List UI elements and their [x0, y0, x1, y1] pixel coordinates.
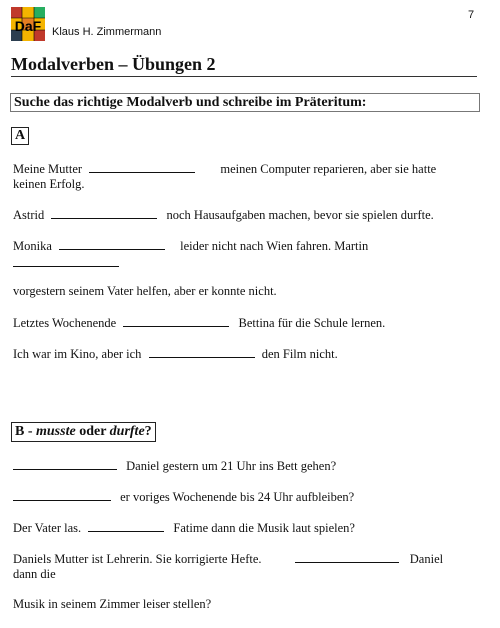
section-b-label	[11, 422, 156, 442]
a3-suffix: leider nicht nach Wien fahren. Martin	[180, 239, 369, 253]
answer-blank-b3[interactable]	[88, 520, 164, 532]
exercise-a4	[13, 315, 385, 331]
answer-blank-b1[interactable]	[13, 458, 117, 470]
b4-suffix: Daniel	[409, 552, 444, 566]
section-b-mid: oder	[75, 424, 110, 439]
page-number: 7	[468, 9, 475, 21]
instruction-text: Suche das richtige Modalverb und schreibe im Präteritum:	[14, 95, 367, 110]
a5-prefix: Ich war im Kino, aber ich	[13, 347, 142, 361]
exercise-a5	[13, 346, 338, 362]
b4-prefix: Daniels Mutter ist Lehrerin. Sie korrigierte Hefte.	[13, 552, 262, 566]
section-b-suffix: ?	[144, 424, 152, 439]
b1-suffix: Daniel gestern um 21 Uhr ins Bett gehen?	[126, 459, 337, 473]
section-b-word-durfte: durfte	[109, 424, 145, 439]
answer-blank-a5[interactable]	[149, 346, 255, 358]
answer-blank-a2[interactable]	[51, 207, 157, 219]
a1-prefix: Meine Mutter	[13, 162, 83, 176]
a5-suffix: den Film nicht.	[261, 347, 338, 361]
exercise-b4	[13, 551, 443, 567]
page-title: Modalverben – Übungen 2	[11, 54, 216, 74]
answer-blank-a3b[interactable]	[13, 255, 119, 267]
a3-prefix: Monika	[13, 239, 52, 253]
section-a-label	[11, 127, 29, 145]
exercise-b3	[13, 520, 355, 536]
daf-logo	[11, 7, 45, 41]
b2-suffix: er voriges Wochenende bis 24 Uhr aufbleiben?	[120, 490, 355, 504]
b3-prefix: Der Vater las.	[13, 521, 82, 535]
instruction-box	[10, 93, 480, 112]
answer-blank-b4[interactable]	[295, 551, 399, 563]
author-name: Klaus H. Zimmermann	[52, 26, 162, 38]
title-rule	[11, 76, 477, 77]
exercise-a1-continued: keinen Erfolg.	[13, 177, 85, 191]
answer-blank-a3[interactable]	[59, 238, 165, 250]
a1-suffix: meinen Computer reparieren, aber sie hatte	[220, 162, 437, 176]
exercise-a1	[13, 161, 436, 177]
exercise-a3	[13, 238, 368, 254]
logo-text: DaF	[14, 18, 42, 34]
exercise-b5: Musik in seinem Zimmer leiser stellen?	[13, 597, 212, 611]
a2-suffix: noch Hausaufgaben machen, bevor sie spielen durfte.	[166, 208, 434, 222]
a2-prefix: Astrid	[13, 208, 45, 222]
answer-blank-a1[interactable]	[89, 161, 195, 173]
answer-blank-b2[interactable]	[13, 489, 111, 501]
section-b-word-musste: musste	[36, 424, 76, 439]
exercise-a3-blank-line	[13, 255, 119, 271]
exercise-a2	[13, 207, 434, 223]
exercise-b2	[13, 489, 354, 505]
b3-suffix: Fatime dann die Musik laut spielen?	[173, 521, 355, 535]
exercise-a3-continued: vorgestern seinem Vater helfen, aber er konnte nicht.	[13, 284, 277, 298]
answer-blank-a4[interactable]	[123, 315, 229, 327]
section-a-label-text: A	[15, 128, 26, 143]
section-b-prefix: B -	[15, 424, 36, 439]
exercise-b1	[13, 458, 336, 474]
exercise-b4-continued: dann die	[13, 567, 56, 581]
a4-suffix: Bettina für die Schule lernen.	[238, 316, 386, 330]
a4-prefix: Letztes Wochenende	[13, 316, 117, 330]
